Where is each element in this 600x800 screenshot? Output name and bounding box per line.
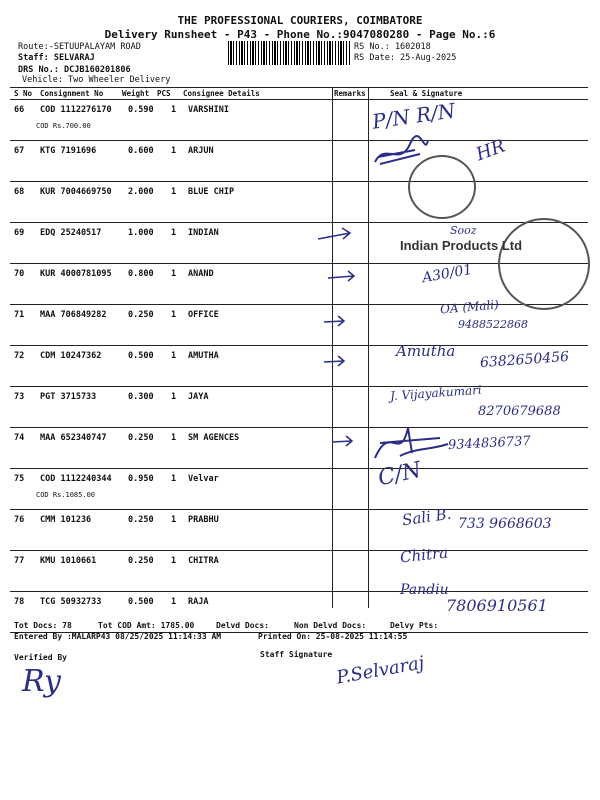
rs-date: RS Date: 25-Aug-2025 (354, 53, 457, 63)
row-sno: 72 (14, 351, 25, 361)
row-consignment-no: COD 1112240344 (40, 474, 112, 484)
row-pcs: 1 (171, 228, 177, 238)
row-divider (10, 468, 588, 469)
entered-by: Entered By :MALARP43 08/25/2025 11:14:33 AM (14, 632, 222, 641)
row72-phone: 6382650456 (479, 348, 570, 372)
round-stamp-1 (408, 155, 476, 219)
col-consignee: Consignee Details (183, 89, 260, 98)
row76-phone: 733 9668603 (458, 516, 552, 532)
row-consignee: ARJUN (188, 146, 214, 156)
row-consignee: JAYA (188, 392, 209, 402)
row71-signature: OA (Mali) (439, 297, 500, 317)
row-sno: 73 (14, 392, 25, 402)
row-weight: 0.500 (128, 351, 154, 361)
verified-by-label: Verified By (14, 653, 67, 662)
row-consignment-no: CMM 101236 (40, 515, 92, 525)
row-consignee: VARSHINI (188, 105, 229, 115)
col-consignment: Consignment No (40, 89, 104, 98)
row-cod-amount: COD Rs.1085.00 (36, 491, 96, 499)
row73-phone: 8270679688 (478, 404, 561, 419)
delivery-points: Delvy Pts: (390, 621, 439, 630)
row-pcs: 1 (171, 597, 177, 607)
row-consignment-no: MAA 652340747 (40, 433, 107, 443)
row71-phone: 9488522868 (458, 318, 528, 331)
rs-no: RS No.: 1602018 (354, 42, 431, 52)
row-sno: 76 (14, 515, 25, 525)
remarks-divider (332, 87, 333, 608)
row-weight: 2.000 (128, 187, 154, 197)
row-weight: 0.800 (128, 269, 154, 279)
row-pcs: 1 (171, 392, 177, 402)
row-sno: 70 (14, 269, 25, 279)
row78-phone: 7806910561 (446, 596, 548, 615)
row-consignment-no: KUR 4000781095 (40, 269, 112, 279)
row-sno: 69 (14, 228, 25, 238)
row-divider (10, 99, 588, 100)
row-divider (10, 181, 588, 182)
drs-no: DRS No.: DCJB160201806 (18, 65, 131, 75)
row-sno: 68 (14, 187, 25, 197)
row-consignee: OFFICE (188, 310, 219, 320)
row-sno: 66 (14, 105, 25, 115)
printed-on: Printed On: 25-08-2025 11:14:55 (258, 632, 408, 641)
row69-signature: Sooz (450, 224, 477, 237)
row-consignee: BLUE CHIP (188, 187, 235, 197)
indian-products-stamp: Indian Products Ltd (400, 238, 523, 253)
row78-signature: Pandiu (400, 582, 449, 598)
row-divider (10, 87, 588, 88)
row-sno: 71 (14, 310, 25, 320)
row-consignee: AMUTHA (188, 351, 219, 361)
row73-signature: J. Vijayakumari (389, 382, 483, 404)
row-consignee: RAJA (188, 597, 209, 607)
row-pcs: 1 (171, 105, 177, 115)
row-weight: 0.250 (128, 433, 154, 443)
row-divider (10, 550, 588, 551)
delivered-docs: Delvd Docs: (216, 621, 269, 630)
row-consignment-no: COD 1112276170 (40, 105, 112, 115)
arrow-row72 (322, 352, 352, 372)
row-weight: 0.250 (128, 556, 154, 566)
row70-signature: A30/01 (420, 261, 474, 287)
row-consignee: PRABHU (188, 515, 219, 525)
row-weight: 0.600 (128, 146, 154, 156)
row-weight: 0.300 (128, 392, 154, 402)
row67-signature: HR (473, 135, 508, 166)
verified-by-signature: Ry (22, 664, 62, 699)
row-pcs: 1 (171, 556, 177, 566)
row-consignment-no: PGT 3715733 (40, 392, 97, 402)
row-divider (10, 591, 588, 592)
row-weight: 0.250 (128, 515, 154, 525)
row-pcs: 1 (171, 310, 177, 320)
total-cod: Tot COD Amt: 1785.00 (98, 621, 195, 630)
arrow-row69 (316, 225, 356, 247)
row-pcs: 1 (171, 187, 177, 197)
arrow-row71 (322, 312, 352, 332)
row-consignee: Velvar (188, 474, 219, 484)
row-sno: 75 (14, 474, 25, 484)
row-weight: 0.250 (128, 310, 154, 320)
row-sno: 74 (14, 433, 25, 443)
row74-scribble (370, 418, 450, 464)
row-divider (10, 345, 588, 346)
row-consignment-no: KTG 7191696 (40, 146, 97, 156)
row-consignee: SM AGENCES (188, 433, 240, 443)
col-remarks: Remarks (334, 89, 366, 98)
row66-signature: P/N R/N (370, 98, 457, 134)
row-pcs: 1 (171, 433, 177, 443)
row-divider (10, 509, 588, 510)
row-weight: 0.950 (128, 474, 154, 484)
row-divider (10, 427, 588, 428)
row-pcs: 1 (171, 515, 177, 525)
col-weight: Weight (122, 89, 150, 98)
total-docs: Tot Docs: 78 (14, 621, 72, 630)
company-title: THE PROFESSIONAL COURIERS, COIMBATORE (177, 14, 423, 27)
row74-phone: 9344836737 (447, 433, 532, 454)
arrow-row74 (330, 432, 360, 452)
vehicle: Vehicle: Two Wheeler Delivery (22, 75, 171, 85)
row-sno: 78 (14, 597, 25, 607)
row-consignment-no: KUR 7004669750 (40, 187, 112, 197)
row72-signature: Amutha (396, 342, 456, 360)
col-seal-signature: Seal & Signature (390, 89, 463, 98)
row77-signature: Chitra (399, 543, 449, 567)
col-pcs: PCS (157, 89, 171, 98)
arrow-row70 (326, 268, 360, 288)
runsheet-subtitle: Delivery Runsheet - P43 - Phone No.:9047080280 - Page No.:6 (104, 28, 496, 41)
row-pcs: 1 (171, 351, 177, 361)
row75-signature: C/N (375, 457, 424, 492)
row-cod-amount: COD Rs.700.00 (36, 122, 91, 130)
row-consignment-no: EDQ 25240517 (40, 228, 102, 238)
non-delivered-docs: Non Delvd Docs: (294, 621, 367, 630)
staff-signature-label: Staff Signature (260, 650, 333, 659)
row-sno: 67 (14, 146, 25, 156)
row-weight: 1.000 (128, 228, 154, 238)
row-divider (10, 386, 588, 387)
row-pcs: 1 (171, 146, 177, 156)
barcode (228, 41, 350, 65)
route: Route:-SETUUPALAYAM ROAD (18, 42, 141, 52)
row-sno: 77 (14, 556, 25, 566)
row-consignment-no: KMU 1010661 (40, 556, 97, 566)
row-consignee: ANAND (188, 269, 214, 279)
row-divider (10, 222, 588, 223)
row-weight: 0.500 (128, 597, 154, 607)
row-consignment-no: TCG 50932733 (40, 597, 102, 607)
row-pcs: 1 (171, 474, 177, 484)
row-weight: 0.590 (128, 105, 154, 115)
row-consignment-no: CDM 10247362 (40, 351, 102, 361)
staff: Staff: SELVARAJ (18, 53, 95, 63)
row-divider (10, 304, 588, 305)
row76-signature: Sali B. (400, 504, 453, 530)
round-stamp-2 (498, 218, 590, 310)
staff-signature: P.Selvaraj (334, 652, 426, 689)
row-consignee: INDIAN (188, 228, 219, 238)
row-consignment-no: MAA 706849282 (40, 310, 107, 320)
col-sno: S No (14, 89, 33, 98)
row-consignee: CHITRA (188, 556, 219, 566)
seal-divider (368, 87, 369, 608)
row-pcs: 1 (171, 269, 177, 279)
